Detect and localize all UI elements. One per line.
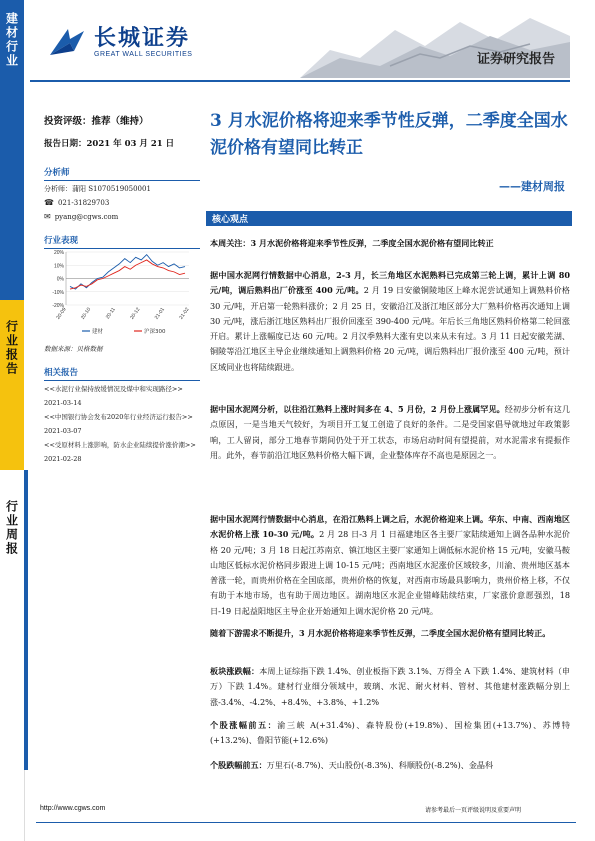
core-view-bar [206, 211, 572, 226]
legend-label: 建材 [92, 329, 104, 335]
paragraph-text: 渝三峡 A(+31.4%)、森特股份(+19.8%)、国检集团(+13.7%)、苏博特(+13.2%)、鲁阳节能(+12.6%) [210, 720, 570, 746]
related-report-date: 2021-02-28 [44, 455, 82, 463]
paragraph-lead: 据中国水泥网行情数据中心消息，2-3 月，长三角地区水泥熟料已完成第三轮上调，累计上调 80 元/吨，调后熟料出厂价涨至 400 元/吨。 [210, 270, 570, 296]
analyst-phone-row [44, 196, 109, 210]
footer-divider [36, 822, 576, 823]
phone-icon: ☎ [44, 198, 54, 207]
sidebar-segment-industry [0, 0, 24, 300]
chart-source: 数据来源：贝格数据 [44, 345, 103, 353]
x-tick-label: 20-10 [79, 306, 93, 321]
analyst-name: 分析师：蒲阳 S1070519050001 [44, 185, 151, 193]
analyst-section-header: 分析师 [44, 166, 200, 181]
paragraph-outlook: 随着下游需求不断提升，3 月水泥价格将迎来季节性反弹，二季度全国水泥价格有望同比转正。 [210, 628, 551, 638]
paragraph-top-gainers [210, 718, 570, 749]
footer-url[interactable]: http://www.cgws.com [40, 805, 106, 812]
related-report-title[interactable]: <<中国银行协会发布2020年行业经济运行报告>> [44, 413, 193, 421]
x-tick-label: 20-11 [104, 306, 117, 321]
y-tick-label: 10% [53, 263, 64, 270]
related-reports-list [44, 382, 200, 466]
sidebar-label-weekly: 行业周报 [4, 500, 19, 556]
brand-logo [46, 25, 192, 59]
paragraph-lead: 个股涨幅前五： [210, 720, 278, 730]
y-tick-label: 0% [56, 276, 64, 283]
x-tick-label: 20-12 [129, 306, 142, 321]
paragraph-text: 经初步分析有这几点原因，一是当地天气较好，为项目开工复工创造了良好的条件。二是受国家倡导就地过年政策影响，工人留岗，部分工地春节期间仍处于开工状态，市场启动时间有望提前，对水泥需求有提振作用。此外，春节前沿江地区熟料价格大幅下调，企业整体库存不高也是原因之一。 [210, 404, 570, 460]
sidebar-label-industry: 建材行业 [4, 12, 19, 68]
paragraph-lead: 据中国水泥网行情数据中心消息，在沿江熟料上调之后，水泥价格迎来上调。华东、中南、西南地区水泥价格上涨 10-30 元/吨。 [210, 514, 570, 540]
analyst-email-row [44, 210, 118, 224]
report-date: 报告日期：2021 年 03 月 21 日 [44, 139, 175, 149]
x-tick-label: 21-01 [153, 306, 167, 321]
header-divider [30, 80, 570, 82]
paragraph-cement-price [210, 268, 570, 375]
industry-performance-chart [44, 247, 204, 337]
sidebar-segment-report [0, 300, 24, 470]
performance-section-header: 行业表现 [44, 234, 200, 249]
y-tick-label: -10% [52, 289, 64, 296]
sidebar-segment-weekly [0, 470, 25, 841]
investment-rating: 投资评级：推荐（维持） [44, 116, 149, 127]
legend-label: 沪深300 [144, 329, 166, 335]
paragraph-text: 2 月 19 日安徽铜陵地区上峰水泥尝试通知上调熟料价格 30 元/吨，开启第一轮熟料涨价；2 月 25 日，安徽沿江及浙江地区部分大厂熟料价格再次通知上调 30 元/吨，涨后浙江地区熟料出厂报价回涨至 390-400 元/吨。年后长三角地区熟料价格第二轮回涨开启。累计上涨幅度已达 60 元/吨。2 月汉季熟料大涨有史以来从未有过。3 月 11 日起安徽芜湖、铜陵等沿江地区主导企业继续通知上调熟料价格 20 元/吨，调后熟料出厂报价涨至 400 元/吨，预计区域同业也将陆续跟进。 [210, 285, 570, 372]
related-report-title[interactable]: <<受原材料上涨影响，防水企业陆续提价涨价潮>> [44, 441, 196, 449]
footer-disclaimer: 请参考最后一页评级说明及重要声明 [425, 807, 522, 814]
sidebar-accent-bar [24, 470, 28, 770]
series-line [70, 260, 185, 289]
series-line [70, 255, 185, 289]
mail-icon: ✉ [44, 212, 51, 221]
related-report-date: 2021-03-07 [44, 427, 82, 435]
x-tick-label: 21-02 [178, 306, 191, 321]
paragraph-lead: 个股跌幅前五： [210, 760, 267, 770]
y-tick-label: 20% [53, 250, 64, 256]
analyst-phone: 021-31829703 [57, 199, 110, 207]
great-wall-mountain-graphic [300, 6, 570, 78]
brand-name-en: GREAT WALL SECURITIES [94, 50, 193, 58]
paragraph-text: 万里石(-8.7%)、天山股份(-8.3%)、科顺股份(-8.2%)、金晶科 [266, 760, 494, 770]
paragraph-analysis [210, 402, 570, 463]
paragraph-top-losers [210, 758, 570, 773]
paragraph-regional-price [210, 512, 570, 619]
report-title: 3 月水泥价格将迎来季节性反弹，二季度全国水泥价格有望同比转正 [210, 111, 568, 158]
paragraph-text: 2 月 28 日-3 月 1 日福建地区各主要厂家陆续通知上调各品种水泥价格 20 元/吨；3 月 18 日起江苏南京、镇江地区主要厂家通知上调低标水泥价格 15 元/吨，安徽马鞍山地区低标水泥价格同步跟进上调 10-15 元/吨；西南地区水泥涨价区域较多，川渝、贵州地区基本普涨一轮，而贵州价格在全国底部，贵州价格的恢复，对西南市场最具影响力，贵州价格上移，不仅有助于本地市场，也有助于周边地区。湖南地区水泥企业错峰陆续结束，厂家涨价意愿强烈，18 日-19 日起益阳地区主导企业开始通知上调水泥价格 20 元/吨。 [210, 529, 570, 616]
paragraph-lead: 据中国水泥网分析，以往沿江熟料上涨时间多在 4、5 月份，2 月份上涨属罕见。 [210, 404, 505, 414]
brand-name-cn: 长城证券 [94, 25, 191, 51]
x-tick-label: 20-09 [55, 306, 68, 321]
related-section-header: 相关报告 [44, 366, 200, 381]
core-view-label: 核心观点 [212, 215, 249, 225]
sidebar [0, 0, 24, 841]
paragraph-sector-change [210, 664, 570, 710]
related-report-date: 2021-03-14 [44, 399, 82, 407]
sidebar-label-report: 行业报告 [4, 320, 19, 376]
paragraph-text: 本周上证综指下跌 1.4%、创业板指下跌 3.1%、万得全 A 下跌 1.4%、建筑材料（申万）下跌 1.4%。建材行业细分领域中，玻璃、水泥、耐火材料、管材、其他建材涨跌幅分别上涨-3.4%、-4.2%、+8.4%、+3.8%、+1.2% [210, 666, 570, 707]
paragraph-lead: 板块涨跌幅： [210, 666, 260, 676]
analyst-email[interactable]: pyang@cgws.com [54, 213, 119, 221]
related-report-title[interactable]: <<水泥行业保持放缓情况及煤中和实现路径>> [44, 385, 183, 393]
logo-icon [46, 25, 88, 59]
report-type: 证券研究报告 [476, 52, 555, 67]
focus-paragraph: 本周关注：3 月水泥价格将迎来季节性反弹，二季度全国水泥价格有望同比转正 [210, 238, 494, 248]
y-tick-label: -20% [52, 303, 64, 309]
report-subtitle: ——建材周报 [499, 180, 565, 193]
